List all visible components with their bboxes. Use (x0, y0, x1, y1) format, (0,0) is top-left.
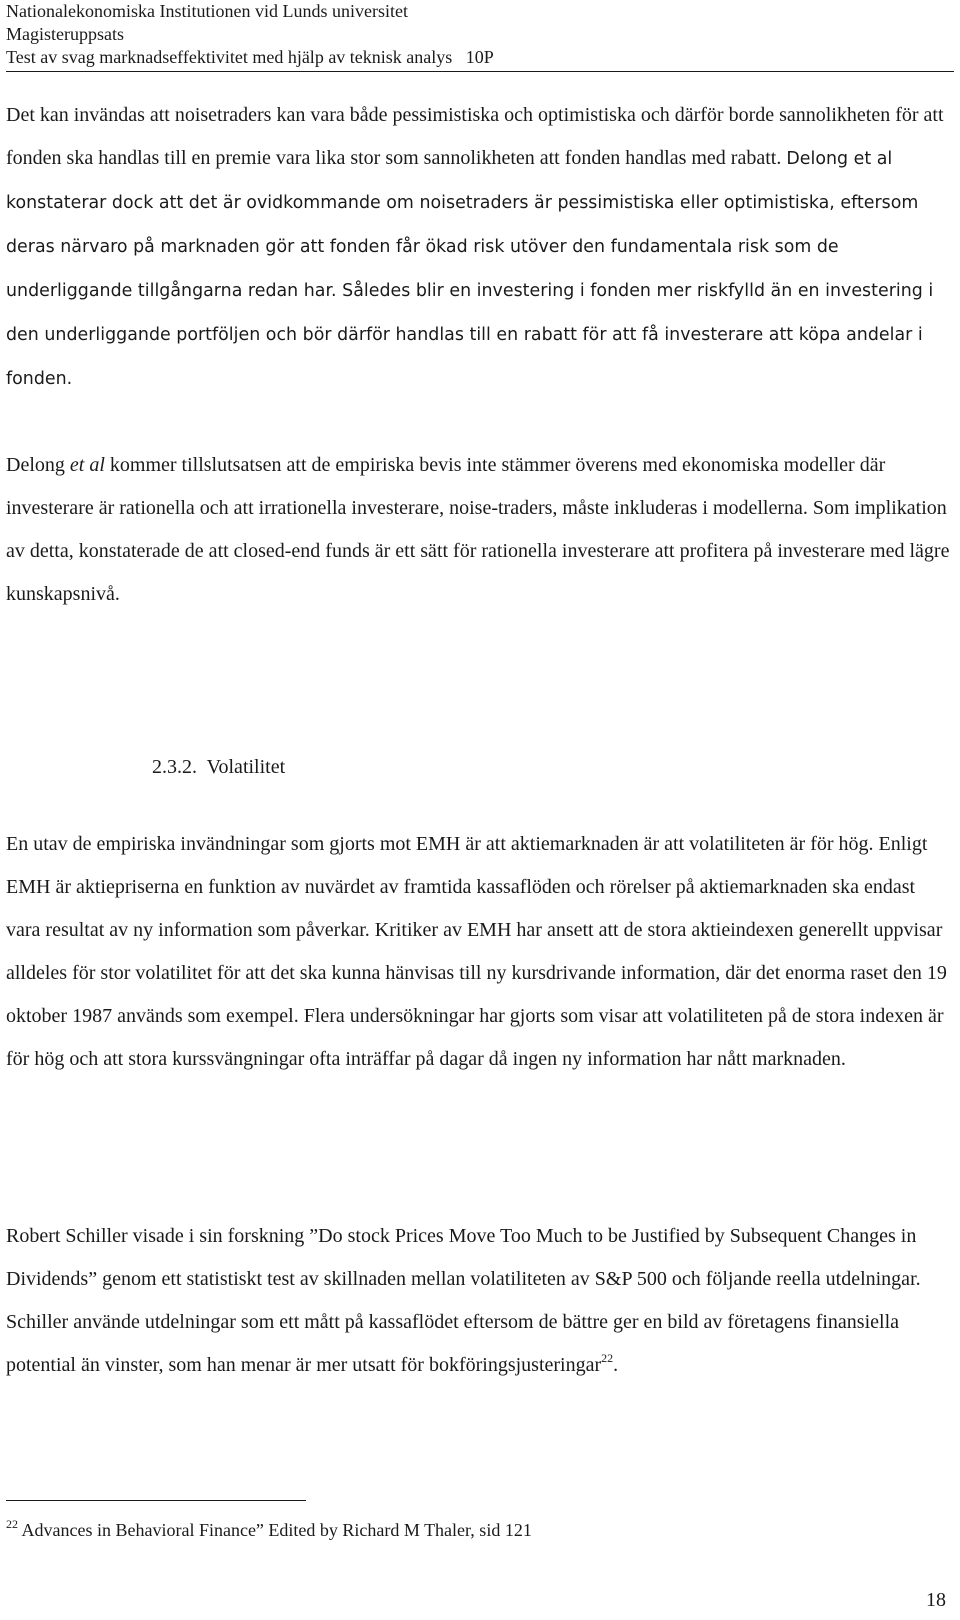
paragraph-noisetraders-part1: Det kan invändas att noisetraders kan vara både pessimistiska och optimistiska och därför borde sannolikheten för att fonden ska handlas till en premie vara lika stor som sannolikheten att fonden handlas med rabatt. (6, 104, 944, 169)
paragraph-schiller-end: . (613, 1354, 619, 1376)
header-title: Test av svag marknadseffektivitet med hjälp av teknisk analys 10P (6, 47, 494, 67)
header-rule (6, 71, 954, 72)
paragraph-delong (6, 444, 952, 616)
page-number: 18 (926, 1589, 946, 1611)
paragraph-schiller (6, 1215, 952, 1387)
footnote-reference[interactable]: 22 (601, 1351, 614, 1366)
footnote-text: Advances in Behavioral Finance” Edited by Richard M Thaler, sid 121 (18, 1520, 532, 1540)
section-heading: 2.3.2. Volatilitet (152, 756, 286, 778)
paragraph-delong-italic: et al (69, 454, 105, 476)
footnote (6, 1518, 532, 1542)
page-header (6, 0, 954, 69)
footnote-marker: 22 (6, 1517, 18, 1531)
paragraph-volatility: En utav de empiriska invändningar som gjorts mot EMH är att aktiemarknaden är att volatiliteten är för hög. Enligt EMH är aktiepriserna en funktion av nuvärdet av framtida kassaflöden och rörelser på aktiemarknaden ska endast vara resultat av ny information som påverkar. Kritiker av EMH har ansett att de stora aktieindexen generellt uppvisar alldeles för stor volatilitet för att det ska kunna hänvisas till ny kursdrivande information, där det enorma raset den 19 oktober 1987 används som exempel. Flera undersökningar har gjorts som visar att volatiliteten på de stora indexen är för hög och att stora kurssvängningar ofta inträffar på dagar då ingen ny information har nått marknaden. (6, 833, 947, 1070)
paragraph-noisetraders-part2: Delong et al konstaterar dock att det är ovidkommande om noisetraders är pessimistiska eller optimistiska, eftersom deras närvaro på marknaden gör att fonden får ökad risk utöver den fundamentala risk som de underliggande tillgångarna redan har. Således blir en investering i fonden mer riskfylld än en investering i den underliggande portföljen och bör därför handlas till en rabatt för att få investerare att köpa andelar i fonden. (6, 149, 934, 389)
paragraph-delong-part2: kommer tillslutsatsen att de empiriska bevis inte stämmer överens med ekonomiska modeller där investerare är rationella och att irrationella investerare, noise-traders, måste inkluderas i modellerna. Som implikation av detta, konstaterade de att closed-end funds är ett sätt för rationella investerare att profitera på investerare med lägre kunskapsnivå. (6, 454, 950, 605)
footnote-rule (6, 1500, 306, 1501)
paragraph-delong-part1: Delong (6, 454, 70, 476)
paragraph-schiller-text: Robert Schiller visade i sin forskning ”Do stock Prices Move Too Much to be Justified by Subsequent Changes in Dividends” genom ett statistiskt test av skillnaden mellan volatiliteten av S&P 500 och följande reella utdelningar. Schiller använde utdelningar som ett mått på kassaflödet eftersom de bättre ger en bild av företagens finansiella potential än vinster, som han menar är mer utsatt för bokföringsjusteringar (6, 1225, 921, 1376)
header-institution: Nationalekonomiska Institutionen vid Lunds universitet (6, 1, 408, 21)
header-doc-type: Magisteruppsats (6, 24, 124, 44)
paragraph-noisetraders (6, 94, 952, 401)
